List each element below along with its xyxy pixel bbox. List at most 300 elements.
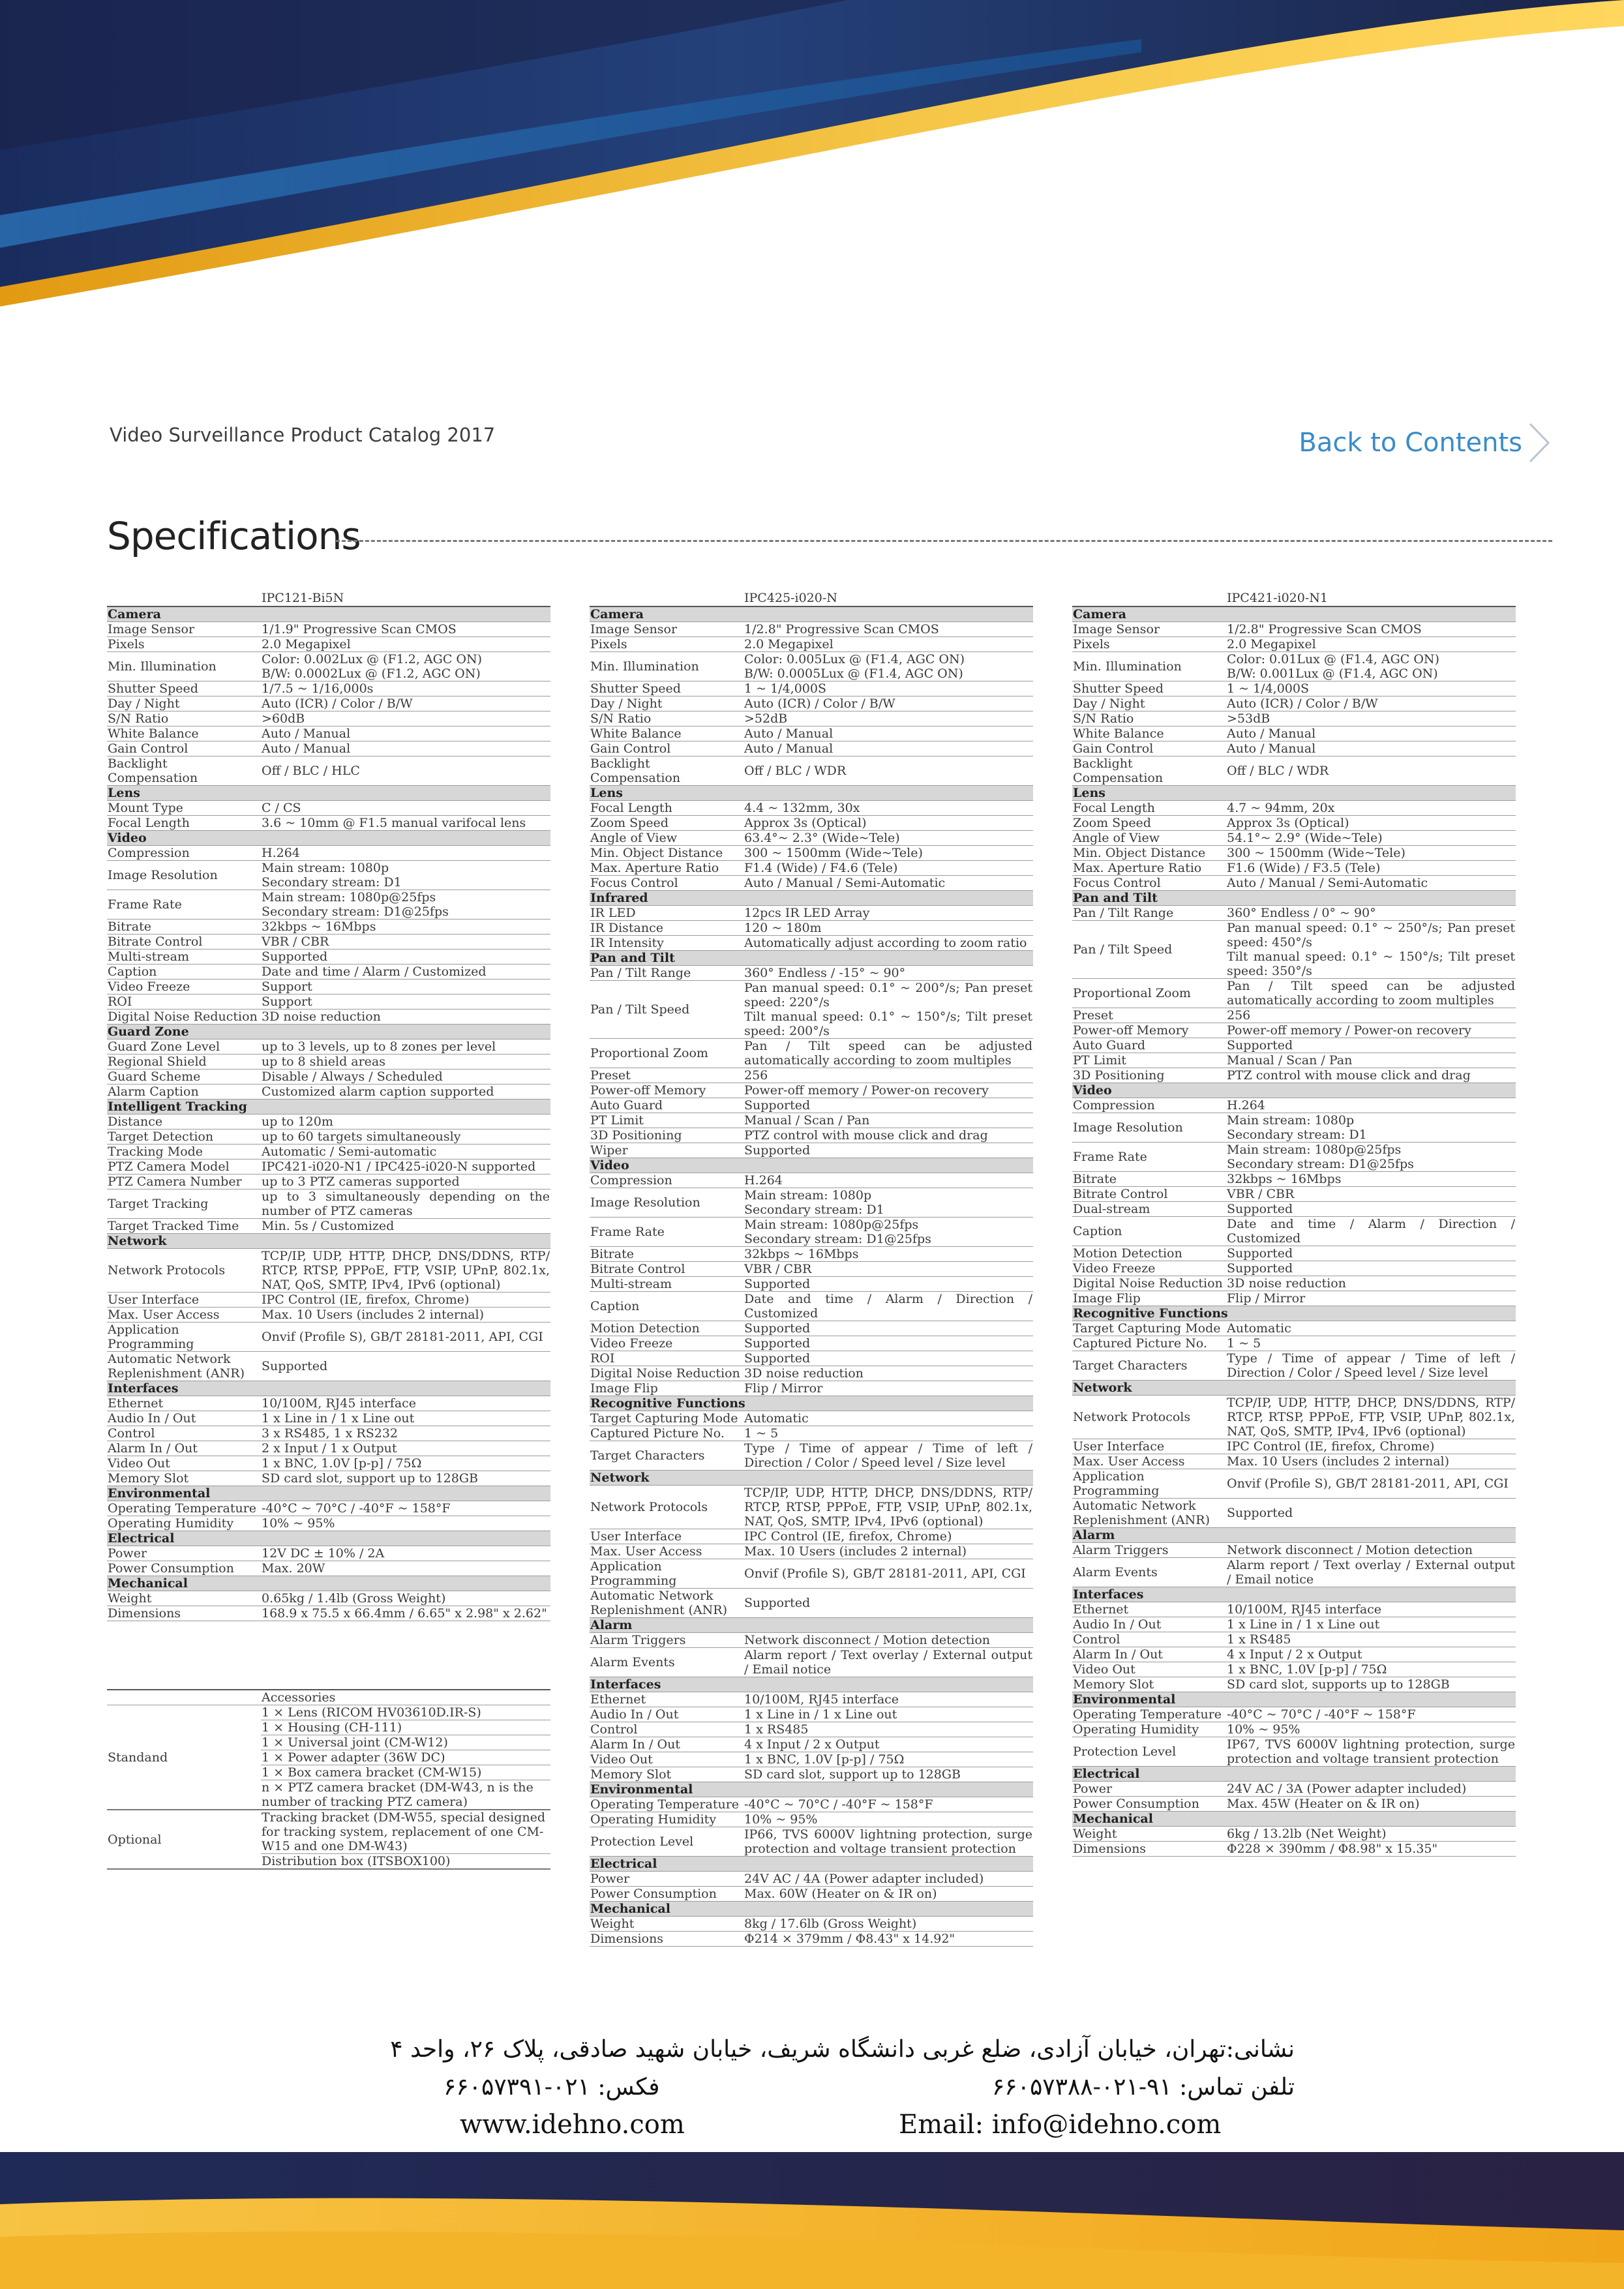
- spec-row: [590, 1752, 1033, 1767]
- section-header-electrical: [1072, 1767, 1516, 1782]
- spec-value: SD card slot, support up to 128GB: [261, 1471, 550, 1486]
- spec-row: [107, 1501, 550, 1516]
- spec-key: Compression: [590, 1173, 744, 1188]
- spec-row: [1072, 1737, 1516, 1767]
- spec-key: White Balance: [590, 726, 744, 741]
- section-title: Environmental: [107, 1486, 550, 1501]
- spec-row: [590, 1113, 1033, 1128]
- spec-value: 3D noise reduction: [744, 1366, 1033, 1381]
- contact-website-link[interactable]: www.idehno.com: [460, 2110, 685, 2140]
- spec-value: Pan manual speed: 0.1° ~ 250°/s; Pan preset speed: 450°/s Tilt manual speed: 0.1° ~ 150°/s; Tilt preset speed: 350°/s: [1227, 921, 1515, 978]
- spec-value: Main stream: 1080p@25fps Secondary stream: D1@25fps: [1226, 1143, 1516, 1172]
- spec-row: [107, 1352, 550, 1381]
- spec-value: Auto (ICR) / Color / B/W: [1226, 696, 1516, 711]
- spec-key: Tracking Mode: [107, 1144, 261, 1159]
- spec-row: [590, 1707, 1033, 1722]
- spec-value: Supported: [744, 1143, 1033, 1158]
- spec-key: S/N Ratio: [1072, 711, 1226, 726]
- spec-key: Day / Night: [1072, 696, 1226, 711]
- spec-value: IPC Control (IE, firefox, Chrome): [744, 1529, 1033, 1544]
- spec-key: PT Limit: [1072, 1053, 1226, 1068]
- back-to-contents-link[interactable]: [1299, 420, 1552, 466]
- section-header-lens: [1072, 786, 1516, 801]
- spec-row: [590, 1188, 1033, 1218]
- spec-row: [590, 1366, 1033, 1381]
- spec-row: [590, 1247, 1033, 1262]
- spec-row: [590, 652, 1033, 681]
- spec-row: [107, 1249, 550, 1293]
- spec-value: 3 x RS485, 1 x RS232: [261, 1426, 550, 1441]
- spec-value: 360° Endless / 0° ~ 90°: [1226, 906, 1516, 921]
- spec-row: [1072, 1187, 1516, 1202]
- spec-key: Alarm Triggers: [590, 1633, 744, 1648]
- spec-row: [590, 831, 1033, 846]
- spec-value: up to 8 shield areas: [261, 1055, 550, 1070]
- spec-row: [590, 1692, 1033, 1707]
- spec-row: [1072, 681, 1516, 696]
- spec-row: [1072, 1321, 1516, 1336]
- spec-row: [590, 936, 1033, 951]
- spec-row: [107, 950, 550, 965]
- section-header-environmental: [107, 1486, 550, 1501]
- spec-row: [1072, 1647, 1516, 1662]
- spec-value: 32kbps ~ 16Mbps: [744, 1247, 1033, 1262]
- spec-row: [107, 1085, 550, 1100]
- contact-address: نشانی:تهران، خیابان آزادی، ضلع غربی دانشگاه شریف، خیابان شهید صادقی، پلاک ۲۶، واحد ۴: [390, 2036, 1295, 2063]
- spec-value: 256: [744, 1068, 1033, 1083]
- spec-key: Motion Detection: [1072, 1246, 1226, 1261]
- spec-row: [1072, 1617, 1516, 1632]
- spec-value: Main stream: 1080p Secondary stream: D1: [1226, 1113, 1516, 1143]
- spec-key: Image Flip: [590, 1381, 744, 1396]
- spec-value: up to 3 levels, up to 8 zones per level: [261, 1040, 550, 1055]
- spec-row: [1072, 1008, 1516, 1023]
- spec-value: Main stream: 1080p@25fps Secondary stream: D1@25fps: [261, 890, 550, 920]
- spec-row: [107, 1010, 550, 1025]
- spec-value: 1 ~ 1/4,000S: [1226, 681, 1516, 696]
- spec-row: [107, 1115, 550, 1130]
- spec-row: [107, 637, 550, 652]
- spec-value: 1/2.8" Progressive Scan CMOS: [744, 622, 1033, 637]
- spec-row: [107, 965, 550, 980]
- spec-key: ROI: [107, 995, 261, 1010]
- spec-value: Type / Time of appear / Time of left / Direction / Color / Speed level / Size level: [1227, 1351, 1515, 1380]
- spec-value: 360° Endless / -15° ~ 90°: [744, 966, 1033, 981]
- spec-value: TCP/IP, UDP, HTTP, DHCP, DNS/DDNS, RTP/ RTCP, RTSP, PPPoE, FTP, VSIP, UPnP, 802.1x, NAT, QoS, SMTP, IPv4, IPv6 (optional): [744, 1486, 1032, 1529]
- footer-banner: [0, 2152, 1624, 2289]
- spec-key: Operating Humidity: [1072, 1722, 1226, 1737]
- spec-row: [1072, 1543, 1516, 1558]
- spec-row: [590, 981, 1033, 1039]
- spec-key: Dimensions: [1072, 1842, 1226, 1857]
- model-row: [107, 590, 550, 606]
- spec-value: VBR / CBR: [744, 1262, 1033, 1277]
- spec-row: [590, 1797, 1033, 1812]
- spec-value: 1 x BNC, 1.0V [p-p] / 75Ω: [1226, 1662, 1516, 1677]
- spec-key: Application Programming: [590, 1559, 744, 1589]
- spec-key: Day / Night: [590, 696, 744, 711]
- section-header-guard-zone: [107, 1025, 550, 1040]
- spec-row: [1072, 1143, 1516, 1172]
- spec-key: Ethernet: [1072, 1602, 1226, 1617]
- spec-key: Shutter Speed: [1072, 681, 1226, 696]
- section-header-lens: [107, 786, 550, 801]
- spec-row: [590, 696, 1033, 711]
- spec-row: [590, 1812, 1033, 1827]
- spec-key: Auto Guard: [590, 1098, 744, 1113]
- spec-key: Min. Illumination: [590, 652, 744, 681]
- spec-value: 256: [1226, 1008, 1516, 1023]
- spec-value: -40°C ~ 70°C / -40°F ~ 158°F: [744, 1797, 1033, 1812]
- spec-value: Color: 0.005Lux @ (F1.4, AGC ON) B/W: 0.0005Lux @ (F1.4, AGC ON): [744, 652, 1033, 681]
- spec-row: [107, 1040, 550, 1055]
- section-title: Lens: [107, 786, 550, 801]
- accessory-item: Tracking bracket (DM-W55, special designed for tracking system, replacement of one CM-W15 and one DM-W43): [261, 1810, 550, 1854]
- spec-value: SD card slot, support up to 128GB: [744, 1767, 1033, 1782]
- spec-value: 8kg / 17.6lb (Gross Weight): [744, 1917, 1033, 1932]
- spec-key: Angle of View: [1072, 831, 1226, 846]
- spec-value: Date and time / Alarm / Direction / Customized: [1227, 1217, 1515, 1246]
- section-header-recognitive-functions: [1072, 1306, 1516, 1321]
- spec-key: Power Consumption: [107, 1561, 261, 1576]
- spec-value: Flip / Mirror: [744, 1381, 1033, 1396]
- spec-key: Alarm In / Out: [590, 1737, 744, 1752]
- spec-key: Memory Slot: [1072, 1677, 1226, 1692]
- section-header-mechanical: [107, 1576, 550, 1591]
- spec-value: 1 x BNC, 1.0V [p-p] / 75Ω: [261, 1456, 550, 1471]
- spec-value: Support: [261, 980, 550, 995]
- spec-row: [1072, 921, 1516, 979]
- spec-row: [1072, 652, 1516, 681]
- spec-key: Image Resolution: [590, 1188, 744, 1218]
- spec-row: [1072, 637, 1516, 652]
- spec-key: PT Limit: [590, 1113, 744, 1128]
- spec-row: [590, 1648, 1033, 1677]
- spec-value: IPC Control (IE, firefox, Chrome): [1226, 1439, 1516, 1454]
- spec-row: [1072, 1113, 1516, 1143]
- spec-value: Off / BLC / WDR: [744, 756, 1033, 786]
- spec-row: [107, 1219, 550, 1234]
- spec-key: ROI: [590, 1351, 744, 1366]
- header-banner: [0, 0, 1624, 352]
- spec-value: 300 ~ 1500mm (Wide~Tele): [744, 846, 1033, 861]
- spec-row: [1072, 1677, 1516, 1692]
- spec-value: Pan manual speed: 0.1° ~ 200°/s; Pan preset speed: 220°/s Tilt manual speed: 0.1° ~ 150°/s; Tilt preset speed: 200°/s: [744, 981, 1032, 1038]
- spec-key: 3D Positioning: [1072, 1068, 1226, 1083]
- spec-key: Zoom Speed: [1072, 816, 1226, 831]
- spec-value: Disable / Always / Scheduled: [261, 1070, 550, 1085]
- section-header-recognitive-functions: [590, 1396, 1033, 1411]
- spec-key: Compression: [107, 846, 261, 861]
- spec-row: [590, 1336, 1033, 1351]
- spec-row: [590, 1262, 1033, 1277]
- spec-row: [1072, 622, 1516, 637]
- spec-row: [590, 816, 1033, 831]
- spec-value: 4 x Input / 2 x Output: [1226, 1647, 1516, 1662]
- spec-value: Auto / Manual: [744, 726, 1033, 741]
- spec-value: Alarm report / Text overlay / External output / Email notice: [744, 1648, 1032, 1677]
- spec-row: [1072, 1396, 1516, 1439]
- spec-row: [107, 1159, 550, 1174]
- spec-value: Supported: [744, 1336, 1033, 1351]
- spec-value: Auto / Manual / Semi-Automatic: [1226, 876, 1516, 891]
- spec-row: [1072, 1454, 1516, 1469]
- spec-column-2: [590, 590, 1033, 1947]
- spec-row: [590, 1559, 1033, 1589]
- spec-value: 1 ~ 5: [1226, 1336, 1516, 1351]
- spec-key: Pan / Tilt Speed: [1072, 921, 1226, 979]
- spec-value: Max. 10 Users (includes 2 internal): [744, 1544, 1033, 1559]
- spec-key: Proportional Zoom: [590, 1039, 744, 1068]
- section-title: Recognitive Functions: [590, 1396, 1033, 1411]
- spec-value: Auto / Manual: [744, 741, 1033, 756]
- section-header-environmental: [1072, 1692, 1516, 1707]
- spec-value: Supported: [1226, 1038, 1516, 1053]
- spec-value: Auto / Manual: [261, 741, 550, 756]
- spec-row: [107, 935, 550, 950]
- spec-row: [590, 1143, 1033, 1158]
- section-header-environmental: [590, 1782, 1033, 1797]
- spec-row: [107, 622, 550, 637]
- spec-row: [590, 1722, 1033, 1737]
- spec-key: Video Freeze: [590, 1336, 744, 1351]
- spec-key: Max. Aperture Ratio: [590, 861, 744, 876]
- spec-value: -40°C ~ 70°C / -40°F ~ 158°F: [261, 1501, 550, 1516]
- section-title: Network: [590, 1471, 1033, 1486]
- spec-key: Shutter Speed: [590, 681, 744, 696]
- spec-value: Onvif (Profile S), GB/T 28181-2011, API, CGI: [1226, 1469, 1516, 1499]
- spec-row: [590, 1737, 1033, 1752]
- spec-row: [1072, 801, 1516, 816]
- spec-key: Power: [590, 1872, 744, 1887]
- spec-key: User Interface: [590, 1529, 744, 1544]
- section-title: Mechanical: [107, 1576, 550, 1591]
- spec-row: [590, 1633, 1033, 1648]
- spec-value: 12pcs IR LED Array: [744, 906, 1033, 921]
- spec-key: Day / Night: [107, 696, 261, 711]
- spec-key: Automatic Network Replenishment (ANR): [590, 1589, 744, 1618]
- spec-key: Target Detection: [107, 1130, 261, 1144]
- spec-value: 1 x RS485: [744, 1722, 1033, 1737]
- spec-value: 3D noise reduction: [1226, 1276, 1516, 1291]
- spec-key: Min. Illumination: [107, 652, 261, 681]
- spec-row: [590, 1932, 1033, 1947]
- spec-value: Main stream: 1080p Secondary stream: D1: [744, 1188, 1033, 1218]
- section-title: Infrared: [590, 891, 1033, 906]
- spec-value: Flip / Mirror: [1226, 1291, 1516, 1306]
- spec-key: Alarm Events: [1072, 1558, 1226, 1587]
- spec-value: Type / Time of appear / Time of left / Direction / Color / Speed level / Size level: [744, 1441, 1032, 1470]
- spec-value: Max. 20W: [261, 1561, 550, 1576]
- section-header-interfaces: [107, 1381, 550, 1396]
- section-title: Electrical: [590, 1857, 1033, 1872]
- spec-key: Power Consumption: [590, 1887, 744, 1902]
- accessory-row: [107, 1705, 550, 1720]
- contact-email-link[interactable]: Email: info@idehno.com: [899, 2110, 1222, 2140]
- section-header-pan-and-tilt: [1072, 891, 1516, 906]
- section-header-video: [590, 1158, 1033, 1173]
- spec-row: [1072, 1469, 1516, 1499]
- spec-key: Dimensions: [107, 1606, 261, 1621]
- spec-key: Max. User Access: [590, 1544, 744, 1559]
- spec-row: [590, 1128, 1033, 1143]
- spec-key: Pixels: [590, 637, 744, 652]
- section-title: Mechanical: [1072, 1812, 1516, 1827]
- spec-key: Zoom Speed: [590, 816, 744, 831]
- spec-row: [107, 1323, 550, 1352]
- spec-row: [1072, 1782, 1516, 1797]
- spec-value: SD card slot, supports up to 128GB: [1226, 1677, 1516, 1692]
- catalog-title: Video Surveillance Product Catalog 2017: [110, 424, 496, 446]
- spec-value: Min. 5s / Customized: [261, 1219, 550, 1234]
- spec-row: [590, 711, 1033, 726]
- section-title: Video: [1072, 1083, 1516, 1098]
- spec-value: Auto / Manual / Semi-Automatic: [744, 876, 1033, 891]
- spec-key: Target Characters: [1072, 1351, 1226, 1381]
- spec-value: 1/1.9" Progressive Scan CMOS: [261, 622, 550, 637]
- spec-value: TCP/IP, UDP, HTTP, DHCP, DNS/DDNS, RTP/ RTCP, RTSP, PPPoE, FTP, VSIP, UPnP, 802.1x, NAT, QoS, SMTP, IPv4, IPv6 (optional): [262, 1249, 550, 1292]
- section-title: Interfaces: [107, 1381, 550, 1396]
- spec-key: Automatic Network Replenishment (ANR): [1072, 1499, 1226, 1528]
- spec-key: Shutter Speed: [107, 681, 261, 696]
- spec-key: Dual-stream: [1072, 1202, 1226, 1217]
- spec-key: Operating Temperature: [590, 1797, 744, 1812]
- spec-row: [1072, 1351, 1516, 1381]
- spec-key: Alarm In / Out: [107, 1441, 261, 1456]
- spec-table: [590, 590, 1033, 1947]
- spec-value: 1/2.8" Progressive Scan CMOS: [1226, 622, 1516, 637]
- spec-row: [107, 1189, 550, 1219]
- spec-key: Bitrate Control: [1072, 1187, 1226, 1202]
- spec-key: Power: [1072, 1782, 1226, 1797]
- spec-key: Target Tracking: [107, 1189, 261, 1219]
- contact-phone: تلفن تماس: ۹۱-۰۲۱-۶۶۰۵۷۳۸۸: [991, 2074, 1295, 2101]
- spec-row: [590, 846, 1033, 861]
- section-header-camera: [1072, 606, 1516, 622]
- accessory-item: 1 × Power adapter (36W DC): [261, 1750, 550, 1765]
- spec-row: [107, 1130, 550, 1144]
- model-name: IPC425-i020-N: [744, 590, 1033, 606]
- spec-row: [1072, 816, 1516, 831]
- accessories-heading-spacer: [107, 1690, 261, 1705]
- spec-value: Supported: [1226, 1261, 1516, 1276]
- spec-value: Power-off memory / Power-on recovery: [744, 1083, 1033, 1098]
- spec-key: S/N Ratio: [107, 711, 261, 726]
- spec-value: 10% ~ 95%: [1226, 1722, 1516, 1737]
- spec-key: Multi-stream: [107, 950, 261, 965]
- spec-key: Target Capturing Mode: [590, 1411, 744, 1426]
- spec-value: 32kbps ~ 16Mbps: [1226, 1172, 1516, 1187]
- spec-value: up to 120m: [261, 1115, 550, 1130]
- spec-row: [107, 1293, 550, 1308]
- spec-key: Alarm Events: [590, 1648, 744, 1677]
- spec-key: Power: [107, 1546, 261, 1561]
- spec-key: Backlight Compensation: [1072, 756, 1226, 786]
- section-header-network: [590, 1471, 1033, 1486]
- spec-key: Focal Length: [1072, 801, 1226, 816]
- spec-key: Operating Humidity: [107, 1516, 261, 1531]
- spec-key: Pixels: [107, 637, 261, 652]
- spec-row: [1072, 1827, 1516, 1842]
- spec-value: 10/100M, RJ45 interface: [1226, 1602, 1516, 1617]
- section-title: Mechanical: [590, 1902, 1033, 1917]
- spec-row: [1072, 979, 1516, 1008]
- spec-key: Compression: [1072, 1098, 1226, 1113]
- spec-key: Proportional Zoom: [1072, 979, 1226, 1008]
- spec-value: Auto / Manual: [1226, 741, 1516, 756]
- spec-value: VBR / CBR: [261, 935, 550, 950]
- spec-key: Gain Control: [1072, 741, 1226, 756]
- spec-key: Target Tracked Time: [107, 1219, 261, 1234]
- spec-row: [590, 1351, 1033, 1366]
- spec-key: Operating Temperature: [1072, 1707, 1226, 1722]
- spec-value: 10/100M, RJ45 interface: [744, 1692, 1033, 1707]
- spec-key: PTZ Camera Number: [107, 1174, 261, 1189]
- spec-row: [590, 1292, 1033, 1321]
- spec-value: Supported: [261, 950, 550, 965]
- spec-row: [590, 1381, 1033, 1396]
- spec-value: 10% ~ 95%: [261, 1516, 550, 1531]
- spec-key: Digital Noise Reduction: [107, 1010, 261, 1025]
- spec-value: IP67, TVS 6000V lightning protection, surge protection and voltage transient protection: [1227, 1737, 1515, 1766]
- spec-value: 4.4 ~ 132mm, 30x: [744, 801, 1033, 816]
- spec-value: Auto / Manual: [261, 726, 550, 741]
- spec-value: Pan / Tilt speed can be adjusted automatically according to zoom multiples: [1227, 979, 1515, 1008]
- spec-row: [107, 861, 550, 890]
- spec-key: Bitrate Control: [107, 935, 261, 950]
- spec-row: [590, 1068, 1033, 1083]
- spec-row: [107, 801, 550, 816]
- spec-row: [590, 1321, 1033, 1336]
- spec-value: F1.6 (Wide) / F3.5 (Tele): [1226, 861, 1516, 876]
- spec-value: IPC Control (IE, firefox, Chrome): [261, 1293, 550, 1308]
- spec-value: 12V DC ± 10% / 2A: [261, 1546, 550, 1561]
- spec-key: Image Sensor: [107, 622, 261, 637]
- spec-value: Off / BLC / WDR: [1226, 756, 1516, 786]
- spec-key: Max. Aperture Ratio: [1072, 861, 1226, 876]
- back-to-contents-label: Back to Contents: [1299, 428, 1522, 458]
- chevron-right-icon: [1526, 420, 1552, 466]
- spec-row: [107, 756, 550, 786]
- spec-row: [590, 906, 1033, 921]
- spec-row: [107, 1516, 550, 1531]
- spec-value: H.264: [261, 846, 550, 861]
- spec-row: [590, 1083, 1033, 1098]
- spec-value: 24V AC / 4A (Power adapter included): [744, 1872, 1033, 1887]
- spec-row: [107, 711, 550, 726]
- section-title: Camera: [1072, 606, 1516, 622]
- spec-key: Protection Level: [590, 1827, 744, 1857]
- spec-value: 2.0 Megapixel: [1226, 637, 1516, 652]
- model-name: IPC121-Bi5N: [261, 590, 550, 606]
- spec-row: [1072, 1053, 1516, 1068]
- spec-row: [107, 1426, 550, 1441]
- spec-row: [1072, 846, 1516, 861]
- spec-key: Focus Control: [590, 876, 744, 891]
- spec-row: [1072, 1246, 1516, 1261]
- spec-value: IP66, TVS 6000V lightning protection, surge protection and voltage transient protection: [744, 1827, 1032, 1856]
- spec-value: Supported: [1226, 1499, 1516, 1528]
- spec-row: [107, 696, 550, 711]
- spec-key: Dimensions: [590, 1932, 744, 1947]
- spec-key: Alarm Triggers: [1072, 1543, 1226, 1558]
- spec-value: up to 60 targets simultaneously: [261, 1130, 550, 1144]
- spec-value: 1 x Line in / 1 x Line out: [744, 1707, 1033, 1722]
- spec-row: [1072, 1439, 1516, 1454]
- spec-value: 6kg / 13.2lb (Net Weight): [1226, 1827, 1516, 1842]
- spec-key: Caption: [107, 965, 261, 980]
- spec-row: [107, 1471, 550, 1486]
